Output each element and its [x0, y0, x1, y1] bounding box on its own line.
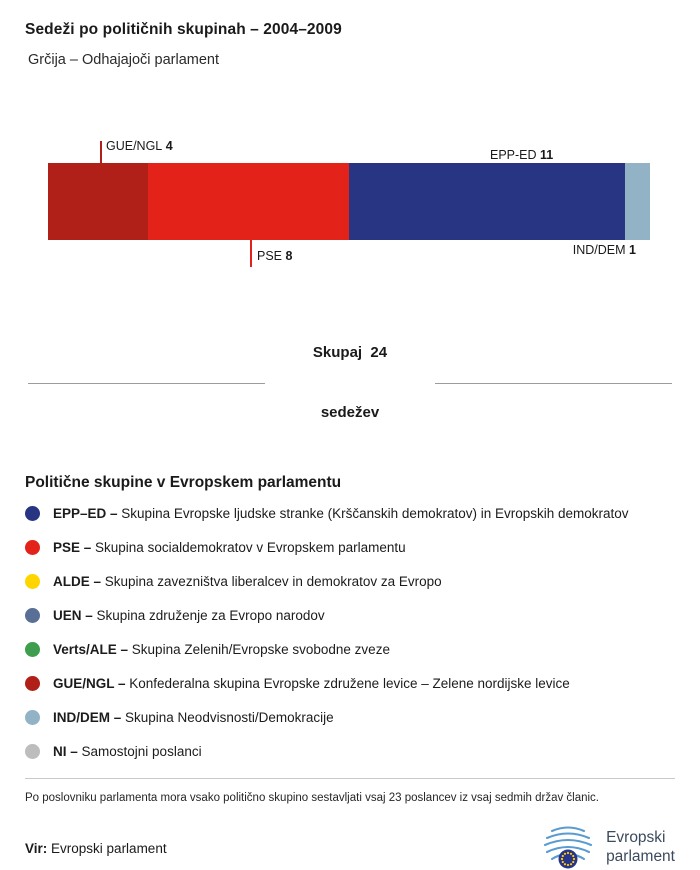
legend-desc: Skupina združenje za Evropo narodov [96, 608, 325, 623]
legend-label [53, 744, 202, 759]
legend-color-dot [25, 642, 40, 657]
source-text: Evropski parlament [51, 840, 167, 856]
legend-abbr: UEN – [53, 608, 97, 623]
total-seats-line2: sedežev [320, 404, 380, 422]
ep-logo-text-line2: parlament [606, 848, 675, 865]
legend-color-dot [25, 574, 40, 589]
legend-color-dot [25, 744, 40, 759]
legend-abbr: Verts/ALE – [53, 642, 132, 657]
legend-desc: Skupina zavezništva liberalcev in demokratov za Evropo [104, 574, 442, 589]
segment-label [106, 139, 173, 153]
legend-desc: Skupina Zelenih/Evropske svobodne zveze [131, 642, 390, 657]
footer [25, 826, 675, 870]
legend-desc: Skupina Evropske ljudske stranke (Krščanskih demokratov) in Evropskih demokratov [121, 506, 629, 521]
legend-abbr: PSE – [53, 540, 96, 555]
ep-logo-icon [540, 826, 596, 870]
legend-title: Politične skupine v Evropskem parlamentu [25, 474, 342, 491]
bar-segment-gue-ngl [48, 163, 148, 240]
source-label: Vir: [25, 840, 48, 856]
legend-desc: Samostojni poslanci [81, 744, 202, 759]
legend-item [25, 608, 675, 623]
callout-tick [100, 141, 102, 163]
legend-label [53, 540, 406, 555]
legend-item [25, 574, 675, 589]
seat-distribution-chart [0, 135, 700, 280]
legend-item [25, 676, 675, 691]
segment-label [573, 243, 636, 257]
segment-callout-ind-dem [573, 243, 636, 257]
callout-tick [250, 240, 252, 267]
segment-label [490, 148, 553, 162]
legend-label [53, 506, 629, 521]
legend-desc: Skupina Neodvisnosti/Demokracije [125, 710, 334, 725]
legend-color-dot [25, 506, 40, 521]
bar-segment-pse [148, 163, 349, 240]
stacked-bar [48, 163, 650, 240]
segment-value: 11 [540, 148, 554, 162]
total-seats-label [265, 302, 435, 464]
legend-item [25, 506, 675, 521]
total-seats-line1: Skupaj 24 [312, 343, 388, 361]
segment-value: 4 [165, 139, 173, 153]
ep-logo-text-line1: Evropski [606, 829, 666, 847]
legend-label [53, 676, 570, 691]
segment-value: 8 [285, 249, 293, 263]
legend-item [25, 642, 675, 657]
legend-abbr: NI – [53, 744, 82, 759]
segment-name: PSE [257, 249, 283, 263]
segment-name: GUE/NGL [106, 139, 163, 153]
legend-label [53, 710, 334, 725]
header [0, 0, 700, 69]
legend-desc: Skupina socialdemokratov v Evropskem parlamentu [95, 540, 406, 555]
footer-divider [25, 778, 675, 779]
legend-label [53, 608, 325, 623]
bar-segment-epp-ed [349, 163, 625, 240]
legend-item [25, 540, 675, 555]
legend-item [25, 710, 675, 725]
legend-label [53, 574, 442, 589]
divider-line-left [28, 383, 265, 384]
segment-value: 1 [629, 243, 636, 257]
ep-logo [540, 826, 675, 870]
source [25, 841, 167, 856]
segment-name: EPP-ED [490, 148, 537, 162]
page-title: Sedeži po političnih skupinah – 2004–2009 [25, 21, 342, 38]
ep-logo-text [606, 829, 675, 866]
legend-color-dot [25, 608, 40, 623]
legend-abbr: GUE/NGL – [53, 676, 130, 691]
legend-color-dot [25, 676, 40, 691]
bar-segment-ind-dem [625, 163, 650, 240]
segment-label [257, 249, 292, 263]
legend-list [25, 506, 675, 759]
segment-callout-epp-ed [490, 148, 553, 162]
legend-color-dot [25, 710, 40, 725]
legend-label [53, 642, 390, 657]
footnote: Po poslovniku parlamenta mora vsako politično skupino sestavljati vsaj 23 poslancev iz vsaj sedmih držav članic. [25, 792, 600, 804]
legend-abbr: EPP–ED – [53, 506, 122, 521]
legend-abbr: ALDE – [53, 574, 105, 589]
legend-item [25, 744, 675, 759]
page-subtitle: Grčija – Odhajajoči parlament [28, 52, 220, 68]
legend-color-dot [25, 540, 40, 555]
legend-abbr: IND/DEM – [53, 710, 126, 725]
legend-desc: Konfederalna skupina Evropske združene levice – Zelene nordijske levice [129, 676, 570, 691]
total-seats [28, 302, 672, 464]
segment-name: IND/DEM [572, 243, 626, 257]
divider-line-right [435, 383, 672, 384]
